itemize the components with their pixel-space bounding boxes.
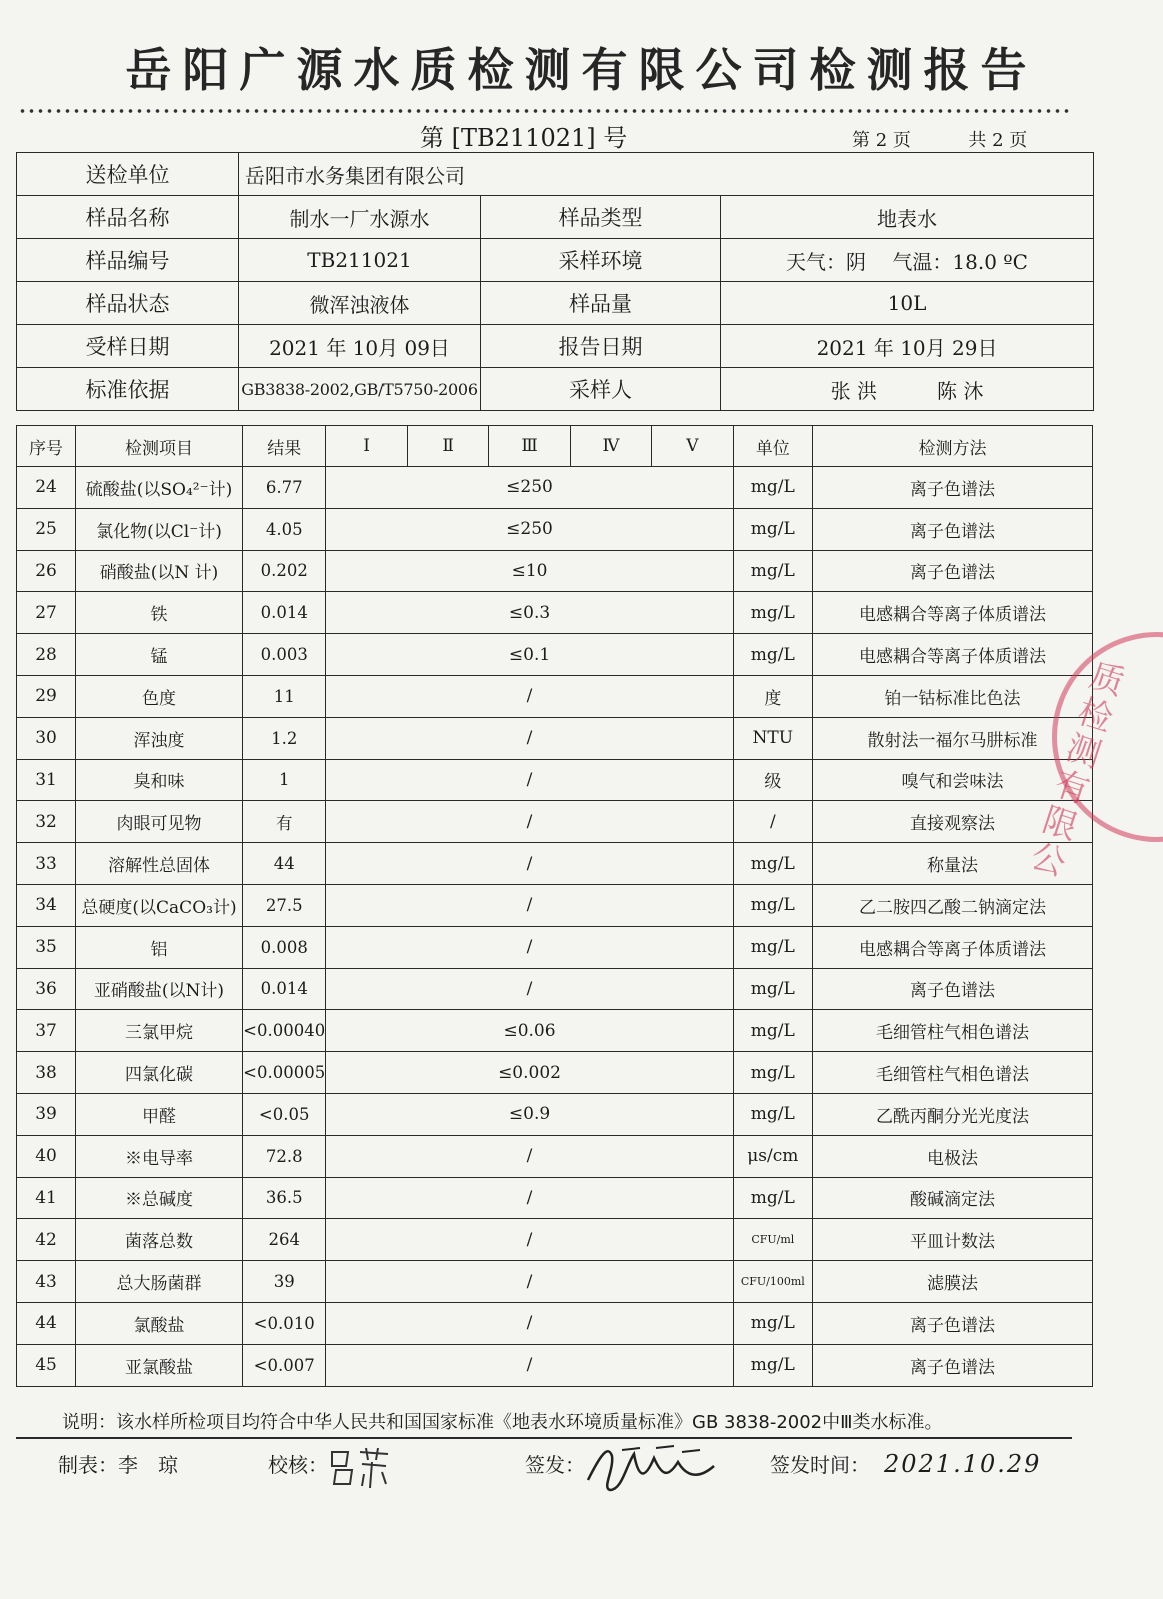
row-result: <0.007 xyxy=(242,1344,325,1386)
table-row xyxy=(17,1052,1093,1094)
row-unit: mg/L xyxy=(733,550,812,592)
row-limit: / xyxy=(326,1135,733,1177)
row-no: 32 xyxy=(17,801,76,843)
row-no: 33 xyxy=(17,843,76,885)
row-item: 铁 xyxy=(76,592,243,634)
table-row xyxy=(17,1219,1093,1261)
row-limit: / xyxy=(326,1261,733,1303)
table-row xyxy=(17,550,1093,592)
row-item: 四氯化碳 xyxy=(76,1052,243,1094)
info-row xyxy=(17,325,1094,368)
row-unit: mg/L xyxy=(733,843,812,885)
footer-rule xyxy=(16,1437,1072,1439)
row-item: 总大肠菌群 xyxy=(76,1261,243,1303)
row-result: <0.00040 xyxy=(242,1010,325,1052)
row-no: 40 xyxy=(17,1135,76,1177)
label-sample-qty: 样品量 xyxy=(481,282,721,325)
row-result: 264 xyxy=(242,1219,325,1261)
col-class-4: Ⅳ xyxy=(570,426,651,467)
checker-label: 校核： xyxy=(268,1453,328,1477)
row-item: 硝酸盐(以N 计) xyxy=(76,550,243,592)
row-method: 电感耦合等离子体质谱法 xyxy=(813,634,1093,676)
row-limit: / xyxy=(326,759,733,801)
info-row xyxy=(17,196,1094,239)
row-no: 25 xyxy=(17,508,76,550)
page-number: 第 2 页 xyxy=(852,130,911,151)
row-item: 臭和味 xyxy=(76,759,243,801)
row-item: ※电导率 xyxy=(76,1135,243,1177)
row-unit: mg/L xyxy=(733,1010,812,1052)
row-item: 亚硝酸盐(以N计) xyxy=(76,968,243,1010)
table-row xyxy=(17,717,1093,759)
info-row xyxy=(17,368,1094,411)
row-method: 称量法 xyxy=(813,843,1093,885)
row-limit: / xyxy=(326,801,733,843)
row-no: 43 xyxy=(17,1261,76,1303)
row-item: 溶解性总固体 xyxy=(76,843,243,885)
row-unit: mg/L xyxy=(733,1052,812,1094)
row-no: 26 xyxy=(17,550,76,592)
row-no: 30 xyxy=(17,717,76,759)
row-item: 肉眼可见物 xyxy=(76,801,243,843)
row-result: 27.5 xyxy=(242,884,325,926)
row-limit: ≤250 xyxy=(326,467,733,509)
issuer-signature xyxy=(582,1436,722,1498)
value-sampler: 张 洪 陈 沐 xyxy=(721,368,1094,411)
row-limit: ≤10 xyxy=(326,550,733,592)
info-row xyxy=(17,282,1094,325)
row-limit: / xyxy=(326,675,733,717)
row-item: 氯化物(以Cl⁻计) xyxy=(76,508,243,550)
table-row xyxy=(17,843,1093,885)
page-info xyxy=(852,126,1027,152)
row-unit: mg/L xyxy=(733,508,812,550)
row-no: 41 xyxy=(17,1177,76,1219)
row-unit: mg/L xyxy=(733,634,812,676)
results-body xyxy=(17,467,1093,1387)
label-submitter: 送检单位 xyxy=(17,153,239,196)
table-row xyxy=(17,801,1093,843)
row-limit: ≤0.9 xyxy=(326,1093,733,1135)
row-unit: 级 xyxy=(733,759,812,801)
table-row xyxy=(17,1302,1093,1344)
row-item: ※总碱度 xyxy=(76,1177,243,1219)
table-row xyxy=(17,675,1093,717)
row-unit: mg/L xyxy=(733,1302,812,1344)
row-no: 45 xyxy=(17,1344,76,1386)
row-no: 28 xyxy=(17,634,76,676)
value-report-date: 2021 年 10月 29日 xyxy=(721,325,1094,368)
value-sample-code: TB211021 xyxy=(239,239,481,282)
row-limit: / xyxy=(326,968,733,1010)
issuer-label: 签发： xyxy=(525,1453,585,1477)
value-sample-state: 微浑浊液体 xyxy=(239,282,481,325)
info-row xyxy=(17,239,1094,282)
row-unit: mg/L xyxy=(733,884,812,926)
table-row xyxy=(17,968,1093,1010)
value-sample-qty: 10L xyxy=(721,282,1094,325)
row-result: 0.008 xyxy=(242,926,325,968)
row-method: 离子色谱法 xyxy=(813,550,1093,592)
maker: 制表：李 琼 xyxy=(58,1453,178,1477)
label-standard: 标准依据 xyxy=(17,368,239,411)
info-row xyxy=(17,153,1094,196)
row-result: 0.202 xyxy=(242,550,325,592)
row-method: 离子色谱法 xyxy=(813,467,1093,509)
value-sample-name: 制水一厂水源水 xyxy=(239,196,481,239)
row-limit: / xyxy=(326,1302,733,1344)
col-class-3: Ⅲ xyxy=(489,426,570,467)
table-row xyxy=(17,884,1093,926)
row-item: 色度 xyxy=(76,675,243,717)
value-standard: GB3838-2002,GB/T5750-2006 xyxy=(239,368,481,411)
table-row xyxy=(17,759,1093,801)
row-unit: CFU/ml xyxy=(733,1219,812,1261)
sample-info-table xyxy=(16,152,1094,411)
row-item: 甲醛 xyxy=(76,1093,243,1135)
row-no: 37 xyxy=(17,1010,76,1052)
row-limit: / xyxy=(326,884,733,926)
col-unit: 单位 xyxy=(733,426,812,467)
col-class-5: Ⅴ xyxy=(652,426,733,467)
table-row xyxy=(17,1010,1093,1052)
col-no: 序号 xyxy=(17,426,76,467)
report-title: 岳阳广源水质检测有限公司检测报告 xyxy=(125,43,1038,97)
row-no: 27 xyxy=(17,592,76,634)
row-result: <0.05 xyxy=(242,1093,325,1135)
row-unit: mg/L xyxy=(733,926,812,968)
row-unit: μs/cm xyxy=(733,1135,812,1177)
row-limit: / xyxy=(326,1177,733,1219)
row-limit: ≤0.002 xyxy=(326,1052,733,1094)
row-unit: CFU/100ml xyxy=(733,1261,812,1303)
row-limit: ≤0.3 xyxy=(326,592,733,634)
table-header-row xyxy=(17,426,1093,467)
row-limit: / xyxy=(326,843,733,885)
row-result: 0.014 xyxy=(242,968,325,1010)
row-item: 硫酸盐(以SO₄²⁻计) xyxy=(76,467,243,509)
row-unit: mg/L xyxy=(733,592,812,634)
row-result: 1 xyxy=(242,759,325,801)
row-result: 72.8 xyxy=(242,1135,325,1177)
row-limit: ≤0.06 xyxy=(326,1010,733,1052)
col-item: 检测项目 xyxy=(76,426,243,467)
col-class-2: Ⅱ xyxy=(407,426,488,467)
row-unit: mg/L xyxy=(733,968,812,1010)
dotted-divider xyxy=(18,108,1070,114)
row-limit: / xyxy=(326,1344,733,1386)
checker-signature xyxy=(326,1444,396,1490)
value-sample-type: 地表水 xyxy=(721,196,1094,239)
row-method: 离子色谱法 xyxy=(813,508,1093,550)
row-no: 34 xyxy=(17,884,76,926)
row-item: 锰 xyxy=(76,634,243,676)
row-result: 4.05 xyxy=(242,508,325,550)
row-no: 35 xyxy=(17,926,76,968)
row-limit: ≤0.1 xyxy=(326,634,733,676)
row-method: 毛细管柱气相色谱法 xyxy=(813,1052,1093,1094)
row-limit: / xyxy=(326,926,733,968)
row-no: 42 xyxy=(17,1219,76,1261)
label-received-date: 受样日期 xyxy=(17,325,239,368)
row-unit: 度 xyxy=(733,675,812,717)
row-no: 38 xyxy=(17,1052,76,1094)
row-result: 6.77 xyxy=(242,467,325,509)
row-method: 滤膜法 xyxy=(813,1261,1093,1303)
row-method: 电感耦合等离子体质谱法 xyxy=(813,926,1093,968)
row-item: 铝 xyxy=(76,926,243,968)
row-method: 乙二胺四乙酸二钠滴定法 xyxy=(813,884,1093,926)
row-no: 24 xyxy=(17,467,76,509)
issue-date: 2021.10.29 xyxy=(884,1450,1042,1478)
row-method: 毛细管柱气相色谱法 xyxy=(813,1010,1093,1052)
table-row xyxy=(17,1177,1093,1219)
row-result: 11 xyxy=(242,675,325,717)
row-result: 39 xyxy=(242,1261,325,1303)
conclusion-note: 说明：该水样所检项目均符合中华人民共和国国家标准《地表水环境质量标准》GB 3838-2002中Ⅲ类水标准。 xyxy=(62,1412,943,1433)
value-submitter: 岳阳市水务集团有限公司 xyxy=(239,153,1094,196)
label-report-date: 报告日期 xyxy=(481,325,721,368)
row-limit: / xyxy=(326,1219,733,1261)
row-method: 平皿计数法 xyxy=(813,1219,1093,1261)
row-method: 离子色谱法 xyxy=(813,1302,1093,1344)
value-received-date: 2021 年 10月 09日 xyxy=(239,325,481,368)
row-result: 0.003 xyxy=(242,634,325,676)
row-no: 31 xyxy=(17,759,76,801)
table-row xyxy=(17,1135,1093,1177)
row-no: 39 xyxy=(17,1093,76,1135)
label-sample-type: 样品类型 xyxy=(481,196,721,239)
row-result: 44 xyxy=(242,843,325,885)
row-unit: / xyxy=(733,801,812,843)
row-result: <0.010 xyxy=(242,1302,325,1344)
row-method: 离子色谱法 xyxy=(813,1344,1093,1386)
row-unit: mg/L xyxy=(733,1177,812,1219)
row-method: 乙酰丙酮分光光度法 xyxy=(813,1093,1093,1135)
col-result: 结果 xyxy=(242,426,325,467)
row-result: 1.2 xyxy=(242,717,325,759)
row-limit: ≤250 xyxy=(326,508,733,550)
seal-text: 质检测有限公 xyxy=(1025,655,1130,885)
label-sampler: 采样人 xyxy=(481,368,721,411)
label-sample-state: 样品状态 xyxy=(17,282,239,325)
row-result: <0.00005 xyxy=(242,1052,325,1094)
table-row xyxy=(17,634,1093,676)
table-row xyxy=(17,467,1093,509)
label-sample-name: 样品名称 xyxy=(17,196,239,239)
row-unit: NTU xyxy=(733,717,812,759)
row-method: 嗅气和尝味法 xyxy=(813,759,1093,801)
table-row xyxy=(17,1344,1093,1386)
row-no: 44 xyxy=(17,1302,76,1344)
table-row xyxy=(17,508,1093,550)
row-result: 0.014 xyxy=(242,592,325,634)
row-method: 电极法 xyxy=(813,1135,1093,1177)
row-method: 电感耦合等离子体质谱法 xyxy=(813,592,1093,634)
report-number: 第 [TB211021] 号 xyxy=(420,124,628,152)
row-method: 铂一钴标准比色法 xyxy=(813,675,1093,717)
issue-time-label: 签发时间： xyxy=(770,1453,870,1477)
row-result: 36.5 xyxy=(242,1177,325,1219)
label-sample-code: 样品编号 xyxy=(17,239,239,282)
row-method: 直接观察法 xyxy=(813,801,1093,843)
row-item: 亚氯酸盐 xyxy=(76,1344,243,1386)
row-no: 36 xyxy=(17,968,76,1010)
row-item: 浑浊度 xyxy=(76,717,243,759)
row-unit: mg/L xyxy=(733,467,812,509)
col-method: 检测方法 xyxy=(813,426,1093,467)
row-method: 离子色谱法 xyxy=(813,968,1093,1010)
row-item: 菌落总数 xyxy=(76,1219,243,1261)
table-row xyxy=(17,926,1093,968)
table-row xyxy=(17,592,1093,634)
label-sampling-env: 采样环境 xyxy=(481,239,721,282)
row-item: 总硬度(以CaCO₃计) xyxy=(76,884,243,926)
row-unit: mg/L xyxy=(733,1093,812,1135)
col-class-1: Ⅰ xyxy=(326,426,407,467)
table-row xyxy=(17,1261,1093,1303)
row-result: 有 xyxy=(242,801,325,843)
row-method: 酸碱滴定法 xyxy=(813,1177,1093,1219)
row-limit: / xyxy=(326,717,733,759)
row-unit: mg/L xyxy=(733,1344,812,1386)
row-item: 氯酸盐 xyxy=(76,1302,243,1344)
row-method: 散射法一福尔马肼标准 xyxy=(813,717,1093,759)
table-row xyxy=(17,1093,1093,1135)
row-item: 三氯甲烷 xyxy=(76,1010,243,1052)
row-no: 29 xyxy=(17,675,76,717)
results-table xyxy=(16,425,1093,1387)
value-sampling-env: 天气：阴 气温：18.0 ºC xyxy=(721,239,1094,282)
page-total: 共 2 页 xyxy=(968,130,1028,151)
